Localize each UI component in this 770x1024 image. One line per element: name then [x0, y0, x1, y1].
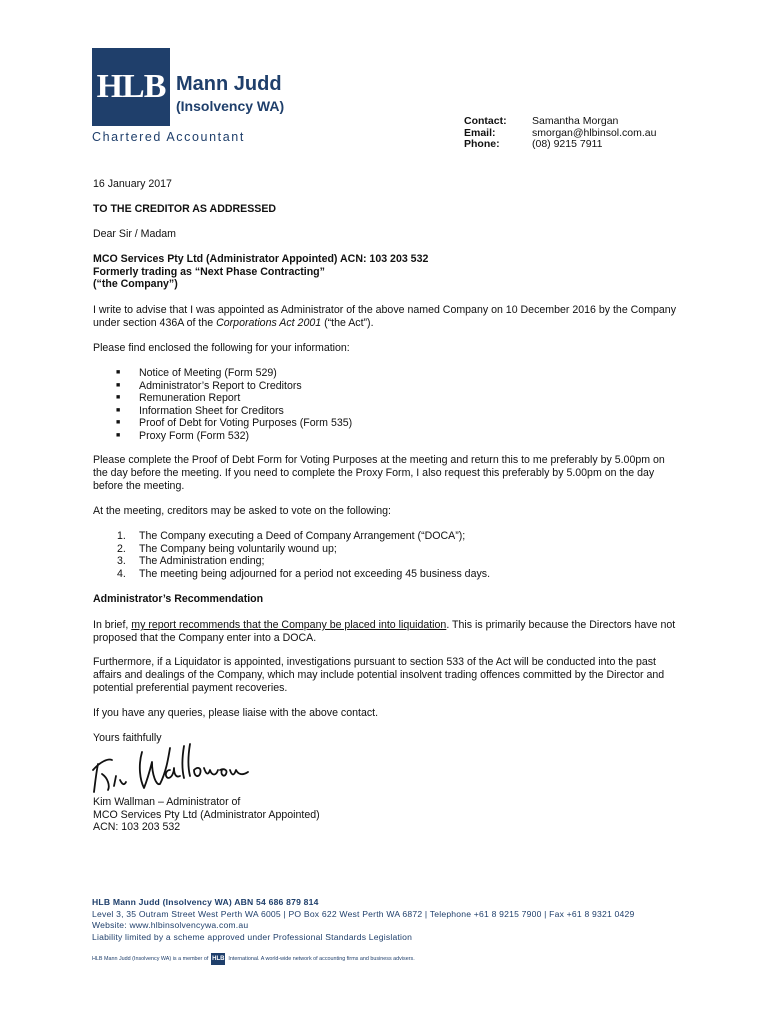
paragraph-enclosed: Please find enclosed the following for your information:	[93, 342, 350, 354]
subject-line: Formerly trading as “Next Phase Contracting”	[93, 265, 325, 278]
footer-liability: Liability limited by a scheme approved under Professional Standards Legislation	[92, 931, 413, 942]
list-item-text: The Administration ending;	[139, 555, 265, 567]
bullet-icon: ■	[116, 369, 121, 376]
paragraph-investigations: Furthermore, if a Liquidator is appointed, investigations pursuant to section 533 of the Act will be conducted into the past affairs and dealings of the Company, which may include potential insolvent trading offences committed by the Director and potential preferential payment recoveries.	[93, 656, 665, 694]
list-item-text: Remuneration Report	[139, 392, 241, 404]
list-item	[93, 568, 681, 581]
list-item	[93, 430, 681, 443]
list-number: 3.	[117, 555, 126, 567]
contact-email[interactable]: smorgan@hlbinsol.com.au	[532, 126, 657, 139]
paragraph-appointment	[93, 304, 681, 330]
membership-text: International. A world-wide network of accounting firms and business advisers.	[228, 956, 415, 962]
signatory-line: ACN: 103 203 532	[93, 821, 181, 833]
contact-phone: (08) 9215 7911	[532, 138, 603, 150]
list-item-text: The meeting being adjourned for a period not exceeding 45 business days.	[139, 567, 491, 580]
signature-image	[90, 740, 260, 798]
list-item	[93, 543, 681, 556]
contact-name: Samantha Morgan	[532, 115, 619, 127]
bullet-icon: ■	[116, 431, 121, 439]
firm-tagline: Chartered Accountant	[92, 130, 245, 144]
list-item	[93, 392, 681, 405]
list-item	[93, 380, 681, 393]
letter-addressee: TO THE CREDITOR AS ADDRESSED	[93, 203, 277, 215]
paragraph-vote: At the meeting, creditors may be asked to vote on the following:	[93, 505, 391, 517]
paragraph-text: (“the Act”).	[321, 317, 374, 329]
list-item-text: Proxy Form (Form 532)	[139, 429, 250, 442]
list-item	[93, 367, 681, 380]
act-name: Corporations Act 2001	[216, 317, 322, 329]
letter-subject	[93, 253, 681, 291]
footer-membership	[92, 953, 415, 965]
subject-line: (“the Company”)	[93, 278, 178, 290]
list-item-text: Notice of Meeting (Form 529)	[139, 367, 277, 379]
bullet-icon: ■	[116, 419, 121, 426]
list-item	[93, 417, 681, 430]
paragraph-text: . This is primarily because the Directors have not proposed that the Company enter into a DOCA.	[93, 619, 676, 644]
paragraph-text: In brief,	[93, 619, 132, 631]
footer-firm-abn: HLB Mann Judd (Insolvency WA) ABN 54 686 879 814	[92, 897, 319, 907]
contact-block	[464, 116, 656, 151]
footer-address: Level 3, 35 Outram Street West Perth WA 6005 | PO Box 622 West Perth WA 6872 | Telephone +61 8 9215 7900 | Fax +61 8 9321 0429	[92, 908, 635, 919]
letter-date: 16 January 2017	[93, 178, 172, 190]
list-item-text: Administrator’s Report to Creditors	[139, 379, 302, 392]
list-number: 2.	[117, 542, 126, 555]
letter-closing: Yours faithfully	[93, 732, 162, 744]
paragraph-queries: If you have any queries, please liaise with the above contact.	[93, 707, 379, 719]
paragraph-proof-of-debt: Please complete the Proof of Debt Form for Voting Purposes at the meeting and return this to me preferably by 5.00pm on the day before the meeting. If you need to complete the Proxy Form, I also request this preferably by 5.00pm on the day before the meeting.	[93, 454, 665, 492]
firm-name: Mann Judd	[176, 73, 282, 95]
hlb-logo-mark: HLB	[92, 48, 170, 126]
signatory-block	[93, 796, 681, 834]
letter-salutation: Dear Sir / Madam	[93, 228, 177, 240]
phone-label: Phone:	[464, 138, 500, 150]
firm-division: (Insolvency WA)	[176, 98, 285, 114]
bullet-icon: ■	[116, 381, 121, 389]
list-item-text: The Company being voluntarily wound up;	[139, 542, 337, 555]
enclosures-list	[93, 367, 681, 442]
recommendation-heading: Administrator’s Recommendation	[93, 593, 264, 605]
list-item	[93, 555, 681, 568]
recommendation-underlined: my report recommends that the Company be placed into liquidation	[131, 619, 447, 631]
vote-options-list	[93, 530, 681, 580]
signatory-line: MCO Services Pty Ltd (Administrator Appointed)	[93, 808, 320, 821]
bullet-icon: ■	[116, 406, 121, 414]
signatory-line: Kim Wallman – Administrator of	[93, 796, 241, 808]
membership-text: HLB Mann Judd (Insolvency WA) is a member of	[92, 956, 209, 962]
paragraph-recommendation	[93, 619, 681, 645]
paragraph-text: I write to advise that I was appointed as Administrator of the above named Company on 10 December 2016 by the Company under section 436A of the	[93, 304, 676, 329]
list-number: 1.	[117, 530, 126, 542]
list-item	[93, 530, 681, 543]
bullet-icon: ■	[116, 394, 121, 401]
list-item-text: Information Sheet for Creditors	[139, 404, 284, 417]
list-number: 4.	[117, 567, 126, 580]
list-item-text: Proof of Debt for Voting Purposes (Form 535)	[139, 417, 353, 429]
contact-label: Contact:	[464, 115, 507, 127]
list-item	[93, 405, 681, 418]
footer	[92, 897, 634, 943]
subject-line: MCO Services Pty Ltd (Administrator Appointed) ACN: 103 203 532	[93, 253, 429, 265]
email-label: Email:	[464, 126, 496, 139]
footer-website[interactable]: Website: www.hlbinsolvencywa.com.au	[92, 920, 249, 930]
hlb-mini-logo: HLB	[211, 953, 225, 965]
list-item-text: The Company executing a Deed of Company Arrangement (“DOCA”);	[139, 530, 466, 542]
